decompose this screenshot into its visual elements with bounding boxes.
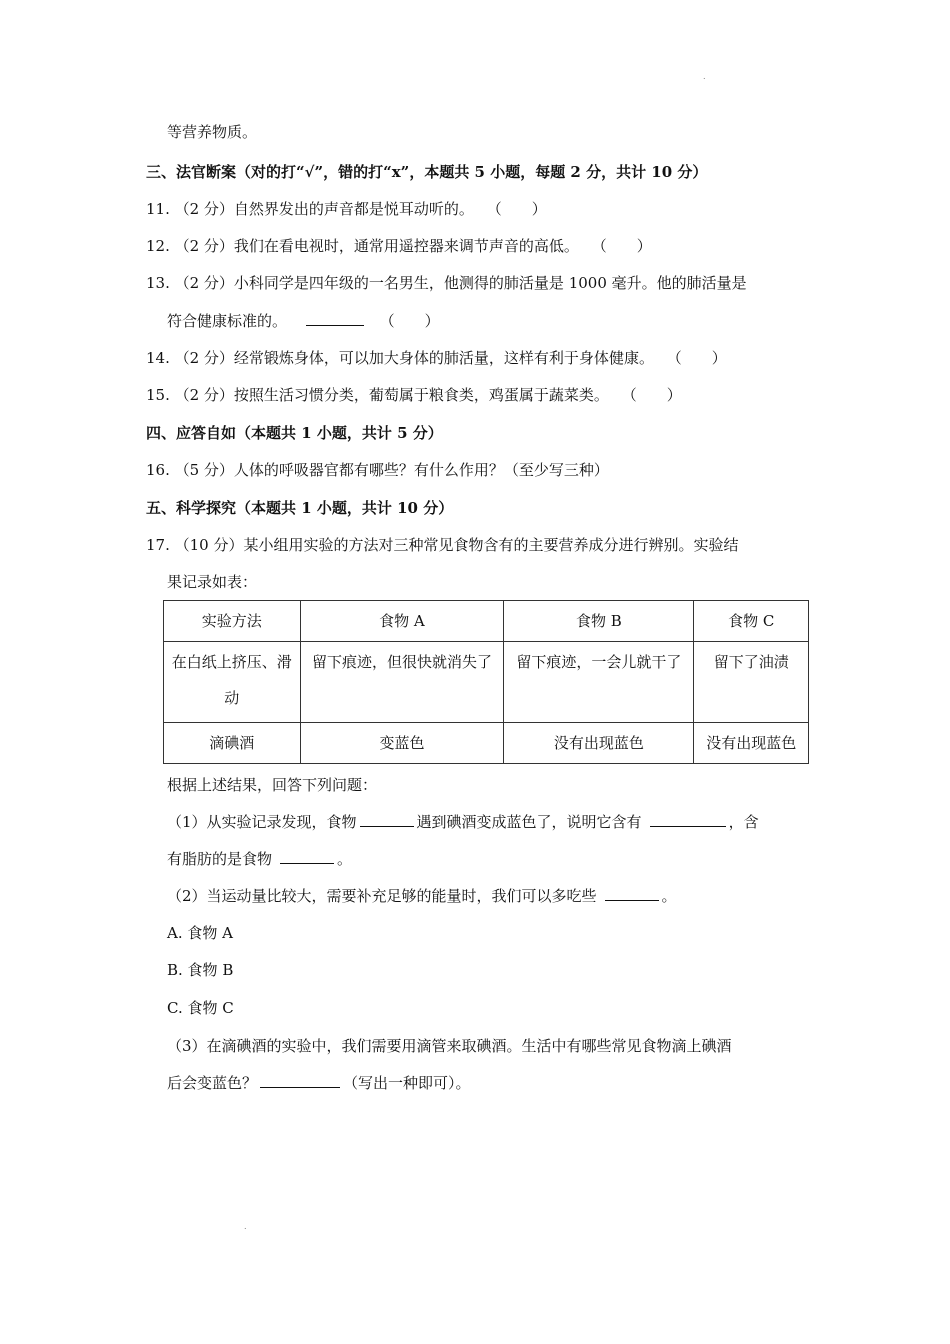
page-bottom-dot: . — [244, 1222, 247, 1231]
page-top-dot: . — [703, 72, 706, 81]
table-cell: 留下痕迹，但很快就消失了 — [300, 642, 504, 723]
question-11 — [146, 199, 547, 219]
sub-question-3: （3）在滴碘酒的实验中，我们需要用滴管来取碘酒。生活中有哪些常见食物滴上碘酒 — [167, 1037, 732, 1055]
table-header-cell: 食物 B — [504, 601, 694, 642]
question-15-text: 15. （2 分）按照生活习惯分类，葡萄属于粮食类，鸡蛋属于蔬菜类。 — [146, 386, 609, 404]
sub-question-1 — [167, 812, 759, 832]
sub1-text-c: ，含 — [728, 813, 759, 831]
sub-question-1-cont — [167, 849, 352, 869]
table-cell: 没有出现蓝色 — [694, 723, 809, 764]
after-table-text: 根据上述结果，回答下列问题： — [167, 776, 378, 794]
question-17-line1: 17. （10 分）某小组用实验的方法对三种常见食物含有的主要营养成分进行辨别。实验结 — [146, 536, 739, 554]
table-cell: 滴碘酒 — [164, 723, 301, 764]
table-header-cell: 实验方法 — [164, 601, 301, 642]
table-header-cell: 食物 C — [694, 601, 809, 642]
question-13: 13. （2 分）小科同学是四年级的一名男生，他测得的肺活量是 1000 毫升。他的肺活量是 — [146, 274, 747, 292]
blank-sub2[interactable] — [605, 886, 659, 901]
table-row — [164, 723, 809, 764]
sub1-text-e: 。 — [337, 850, 353, 868]
table-header-cell: 食物 A — [300, 601, 504, 642]
sub1-text-b: 遇到碘酒变成蓝色了，说明它含有 — [416, 813, 642, 831]
answer-paren-13[interactable]: （ ） — [379, 312, 440, 330]
option-c[interactable]: C. 食物 C — [167, 999, 234, 1017]
carry-over-text: 等营养物质。 — [167, 123, 258, 141]
answer-paren-11[interactable]: （ ） — [486, 200, 547, 218]
table-header-row — [164, 601, 809, 642]
blank-13[interactable] — [306, 311, 364, 326]
table-cell: 在白纸上挤压、滑动 — [164, 642, 301, 723]
table-cell: 变蓝色 — [300, 723, 504, 764]
question-13-cont — [167, 311, 440, 331]
blank-sub1-fat[interactable] — [280, 849, 334, 864]
blank-sub1-food[interactable] — [360, 812, 414, 827]
section-3-heading: 三、法官断案（对的打“√”，错的打“x”，本题共 5 小题，每题 2 分，共计 10 分） — [146, 163, 708, 181]
sub3-text-b: 后会变蓝色？ — [167, 1074, 258, 1092]
blank-sub1-nutrient[interactable] — [650, 812, 726, 827]
option-a[interactable]: A. 食物 A — [167, 924, 233, 942]
sub-question-2 — [167, 886, 677, 906]
answer-paren-12[interactable]: （ ） — [591, 237, 652, 255]
table-cell: 留下痕迹，一会儿就干了 — [504, 642, 694, 723]
section-5-heading: 五、科学探究（本题共 1 小题，共计 10 分） — [146, 499, 454, 517]
sub1-text-a: （1）从实验记录发现，食物 — [167, 813, 357, 831]
option-b[interactable]: B. 食物 B — [167, 961, 234, 979]
question-17-line2: 果记录如表： — [167, 573, 258, 591]
experiment-table — [163, 600, 809, 764]
question-12-text: 12. （2 分）我们在看电视时，通常用遥控器来调节声音的高低。 — [146, 237, 579, 255]
question-14-text: 14. （2 分）经常锻炼身体，可以加大身体的肺活量，这样有利于身体健康。 — [146, 349, 654, 367]
question-14 — [146, 348, 727, 368]
table-cell: 没有出现蓝色 — [504, 723, 694, 764]
question-16: 16. （5 分）人体的呼吸器官都有哪些？有什么作用？（至少写三种） — [146, 461, 609, 479]
sub2-text-b: 。 — [661, 887, 677, 905]
sub2-text-a: （2）当运动量比较大，需要补充足够的能量时，我们可以多吃些 — [167, 887, 597, 905]
table-row — [164, 642, 809, 723]
section-4-heading: 四、应答自如（本题共 1 小题，共计 5 分） — [146, 424, 443, 442]
answer-paren-14[interactable]: （ ） — [666, 349, 727, 367]
table-cell: 留下了油渍 — [694, 642, 809, 723]
question-12 — [146, 236, 652, 256]
sub3-text-c: （写出一种即可）。 — [343, 1074, 471, 1092]
question-15 — [146, 385, 682, 405]
sub1-text-d: 有脂肪的是食物 — [167, 850, 273, 868]
blank-sub3[interactable] — [260, 1073, 340, 1088]
answer-paren-15[interactable]: （ ） — [621, 386, 682, 404]
question-11-text: 11. （2 分）自然界发出的声音都是悦耳动听的。 — [146, 200, 474, 218]
sub-question-3-cont — [167, 1073, 471, 1093]
question-13-cont-text: 符合健康标准的。 — [167, 312, 288, 330]
